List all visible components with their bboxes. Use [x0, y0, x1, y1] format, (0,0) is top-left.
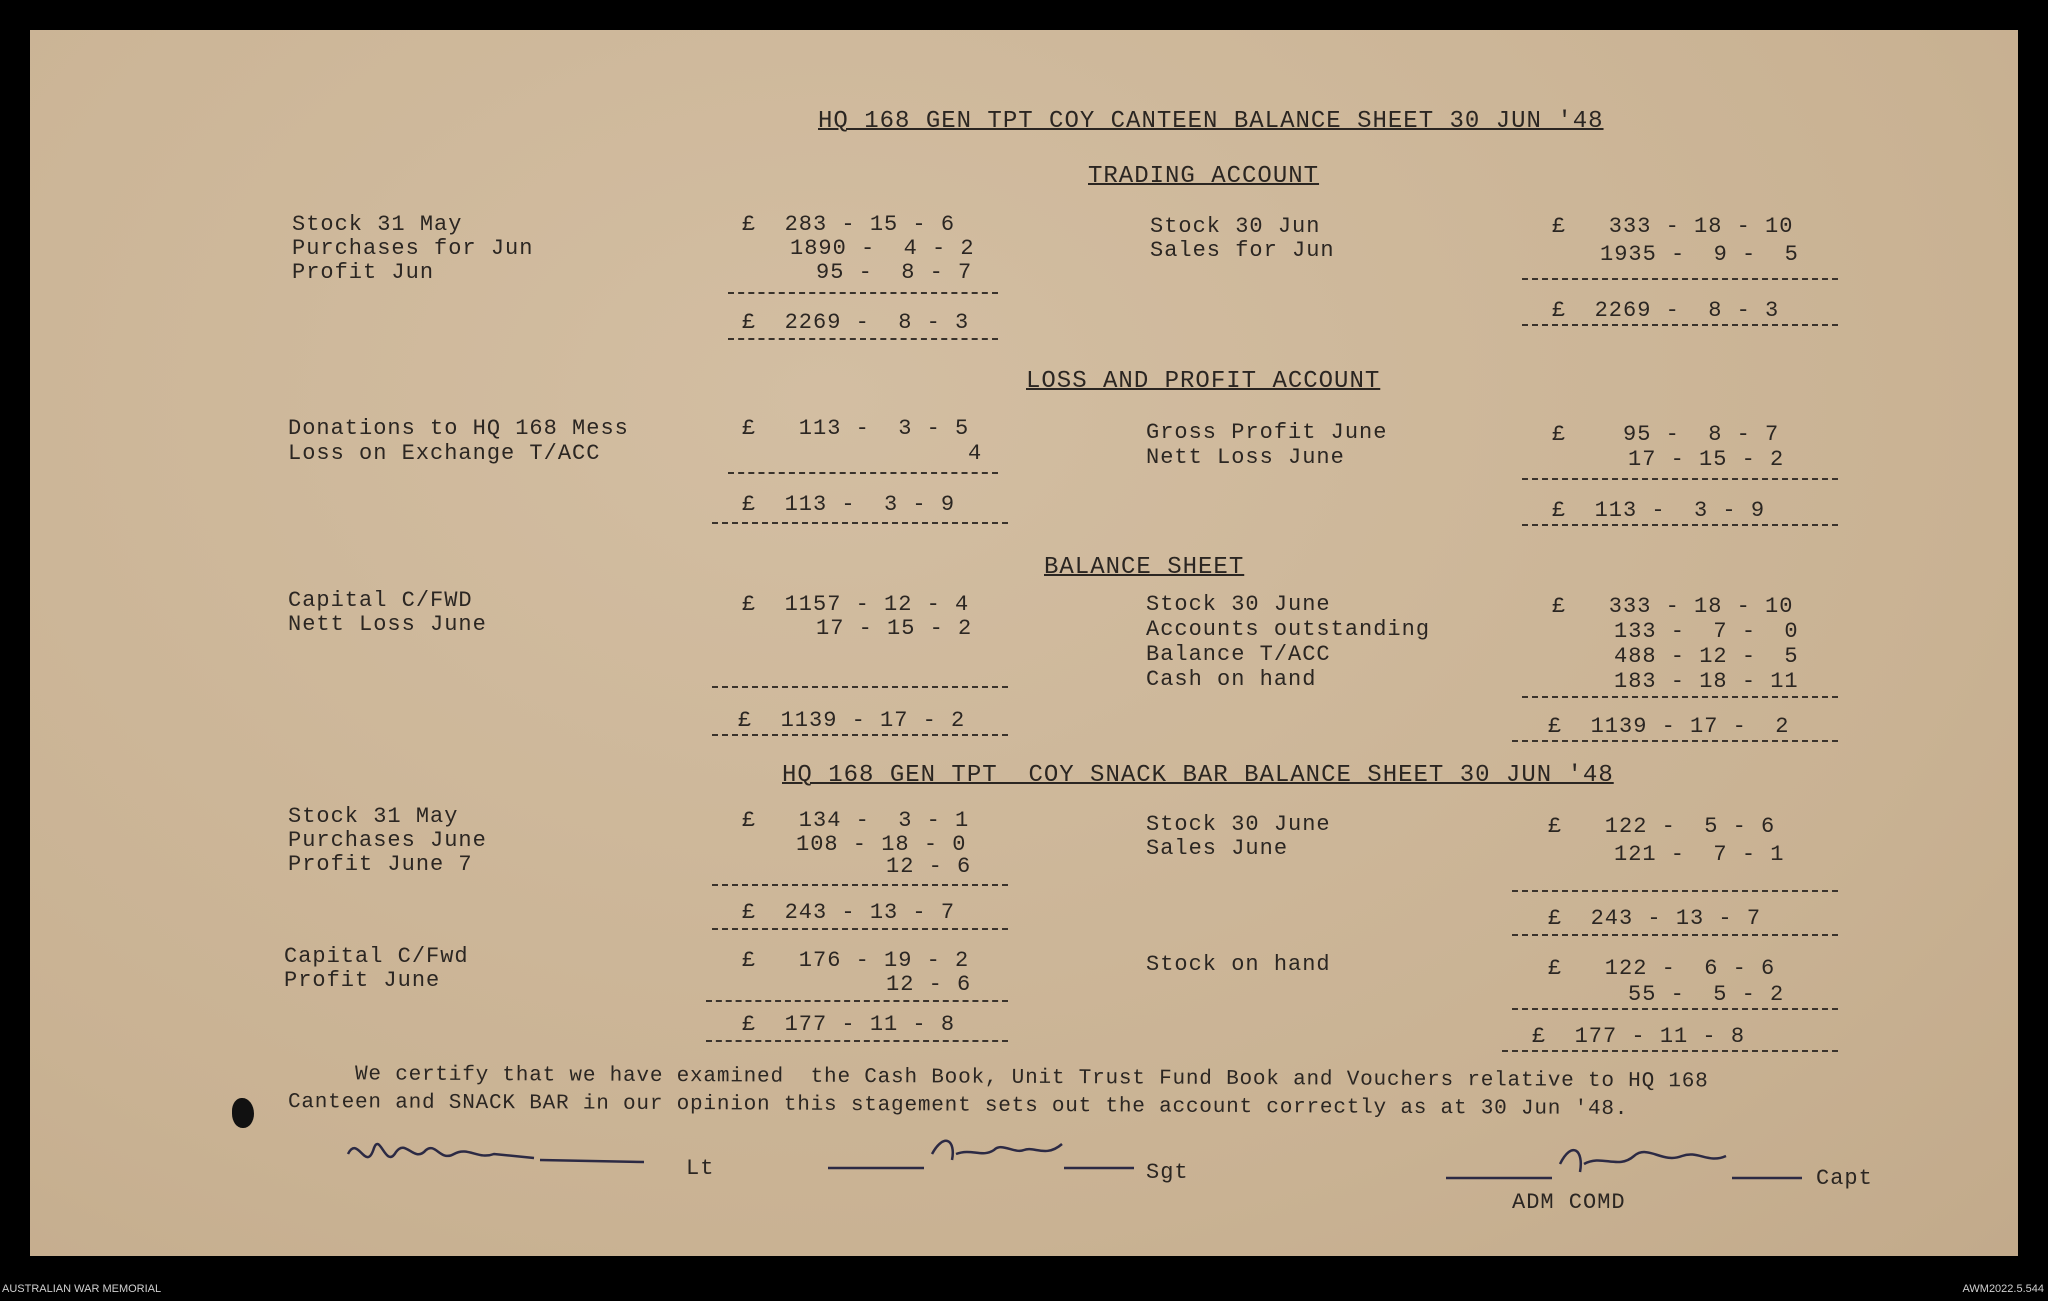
trading-right-value-2: 1935 - 9 - 5 — [1600, 242, 1799, 267]
bs-right-value-4: 183 - 18 - 11 — [1614, 669, 1799, 694]
lp-right-total-rule — [1522, 524, 1838, 526]
bs-left-value-2: 17 - 15 - 2 — [816, 616, 973, 641]
ink-blot — [232, 1098, 254, 1128]
lp-left-label-1: Donations to HQ 168 Mess — [288, 416, 629, 441]
lp-right-value-1: £ 95 - 8 - 7 — [1552, 422, 1780, 447]
trading-right-total: £ 2269 - 8 - 3 — [1552, 298, 1780, 323]
capt-signature — [1442, 1130, 1822, 1190]
sn-left-label-2: Purchases June — [288, 828, 487, 853]
bs-right-label-4: Cash on hand — [1146, 667, 1317, 692]
bs-left-rule — [712, 686, 1008, 688]
sn-right-total-rule — [1512, 934, 1838, 936]
lp-left-value-2: 4 — [968, 441, 983, 466]
sgt-rank: Sgt — [1146, 1160, 1189, 1185]
lp-left-total-rule — [712, 522, 1008, 524]
trading-right-value-1: £ 333 - 18 - 10 — [1552, 214, 1794, 239]
bs-right-total-rule — [1512, 740, 1838, 742]
trading-left-rule — [728, 292, 998, 294]
sn-left-value-3: 12 - 6 — [886, 854, 972, 879]
bs-left-label-1: Capital C/FWD — [288, 588, 473, 613]
bs-right-rule — [1522, 696, 1838, 698]
sn-right-label-2: Sales June — [1146, 836, 1289, 861]
lp-right-value-2: 17 - 15 - 2 — [1628, 447, 1785, 472]
trading-right-label-2: Sales for Jun — [1150, 238, 1335, 263]
sn2-left-total: £ 177 - 11 - 8 — [742, 1012, 956, 1037]
sn2-left-label-2: Profit June — [284, 968, 441, 993]
canteen-title: HQ 168 GEN TPT COY CANTEEN BALANCE SHEET 30 JUN '48 — [818, 108, 1604, 135]
lp-left-label-2: Loss on Exchange T/ACC — [288, 441, 601, 466]
sn2-right-total: £ 177 - 11 - 8 — [1532, 1024, 1746, 1049]
certify-line-1: We certify that we have examined the Cash Book, Unit Trust Fund Book and Vouchers relative to HQ 168 — [287, 1063, 1709, 1094]
snack-title: HQ 168 GEN TPT COY SNACK BAR BALANCE SHEET 30 JUN '48 — [782, 762, 1614, 789]
sn-left-label-3: Profit June 7 — [288, 852, 473, 877]
trading-left-label-3: Profit Jun — [292, 260, 435, 285]
sn-right-total: £ 243 - 13 - 7 — [1548, 906, 1762, 931]
sn-right-label-1: Stock 30 June — [1146, 812, 1331, 837]
trading-left-value-3: 95 - 8 - 7 — [816, 260, 973, 285]
bs-left-total: £ 1139 - 17 - 2 — [738, 708, 966, 733]
sn-right-value-2: 121 - 7 - 1 — [1614, 842, 1785, 867]
sn2-right-value-1: £ 122 - 6 - 6 — [1548, 956, 1776, 981]
trading-left-label-2: Purchases for Jun — [292, 236, 534, 261]
loss-profit-heading: LOSS AND PROFIT ACCOUNT — [1026, 368, 1381, 395]
bs-right-value-2: 133 - 7 - 0 — [1614, 619, 1799, 644]
trading-right-total-rule — [1522, 324, 1838, 326]
certify-line-2: Canteen and SNACK BAR in our opinion this stagement sets out the account correctly as at 30 Jun '48. — [287, 1091, 1629, 1122]
sn-left-value-2: 108 - 18 - 0 — [796, 832, 967, 857]
sn-left-rule — [712, 884, 1008, 886]
trading-left-label-1: Stock 31 May — [292, 212, 463, 237]
bs-right-label-2: Accounts outstanding — [1146, 617, 1431, 642]
trading-heading: TRADING ACCOUNT — [1088, 163, 1320, 190]
sn2-right-total-rule — [1502, 1050, 1838, 1052]
sn2-left-label-1: Capital C/Fwd — [284, 944, 469, 969]
sn-left-label-1: Stock 31 May — [288, 804, 459, 829]
trading-right-label-1: Stock 30 Jun — [1150, 214, 1321, 239]
sn2-right-label-1: Stock on hand — [1146, 952, 1331, 977]
sn2-left-rule — [706, 1000, 1008, 1002]
capt-rank: Capt — [1816, 1166, 1873, 1191]
capt-sub: ADM COMD — [1512, 1190, 1626, 1215]
bs-left-total-rule — [712, 734, 1008, 736]
trading-left-value-2: 1890 - 4 - 2 — [790, 236, 975, 261]
footer-id: AWM2022.5.544 — [1962, 1283, 2044, 1295]
bs-left-label-2: Nett Loss June — [288, 612, 487, 637]
sgt-signature — [824, 1124, 1164, 1184]
lt-signature — [344, 1124, 704, 1184]
lp-right-rule — [1522, 478, 1838, 480]
lp-right-total: £ 113 - 3 - 9 — [1552, 498, 1766, 523]
trading-left-total: £ 2269 - 8 - 3 — [742, 310, 970, 335]
lp-right-label-1: Gross Profit June — [1146, 420, 1388, 445]
sn2-right-value-2: 55 - 5 - 2 — [1628, 982, 1785, 1007]
lp-right-label-2: Nett Loss June — [1146, 445, 1345, 470]
sn-left-total-rule — [712, 928, 1008, 930]
sn-left-value-1: £ 134 - 3 - 1 — [742, 808, 970, 833]
lp-left-value-1: £ 113 - 3 - 5 — [742, 416, 970, 441]
bs-right-value-3: 488 - 12 - 5 — [1614, 644, 1799, 669]
bs-right-total: £ 1139 - 17 - 2 — [1548, 714, 1790, 739]
balance-heading: BALANCE SHEET — [1044, 554, 1245, 581]
lt-rank: Lt — [686, 1156, 715, 1181]
bs-right-label-1: Stock 30 June — [1146, 592, 1331, 617]
sn2-left-total-rule — [706, 1040, 1008, 1042]
bs-right-value-1: £ 333 - 18 - 10 — [1552, 594, 1794, 619]
bs-right-label-3: Balance T/ACC — [1146, 642, 1331, 667]
footer-source: AUSTRALIAN WAR MEMORIAL — [2, 1283, 162, 1295]
trading-left-value-1: £ 283 - 15 - 6 — [742, 212, 956, 237]
bs-left-value-1: £ 1157 - 12 - 4 — [742, 592, 970, 617]
lp-left-total: £ 113 - 3 - 9 — [742, 492, 956, 517]
sn2-left-value-2: 12 - 6 — [886, 972, 972, 997]
trading-right-rule — [1522, 278, 1838, 280]
trading-left-total-rule — [728, 338, 998, 340]
sn-right-rule — [1512, 890, 1838, 892]
sn2-left-value-1: £ 176 - 19 - 2 — [742, 948, 970, 973]
lp-left-rule — [728, 472, 998, 474]
sn-right-value-1: £ 122 - 5 - 6 — [1548, 814, 1776, 839]
sn2-right-rule — [1512, 1008, 1838, 1010]
sn-left-total: £ 243 - 13 - 7 — [742, 900, 956, 925]
